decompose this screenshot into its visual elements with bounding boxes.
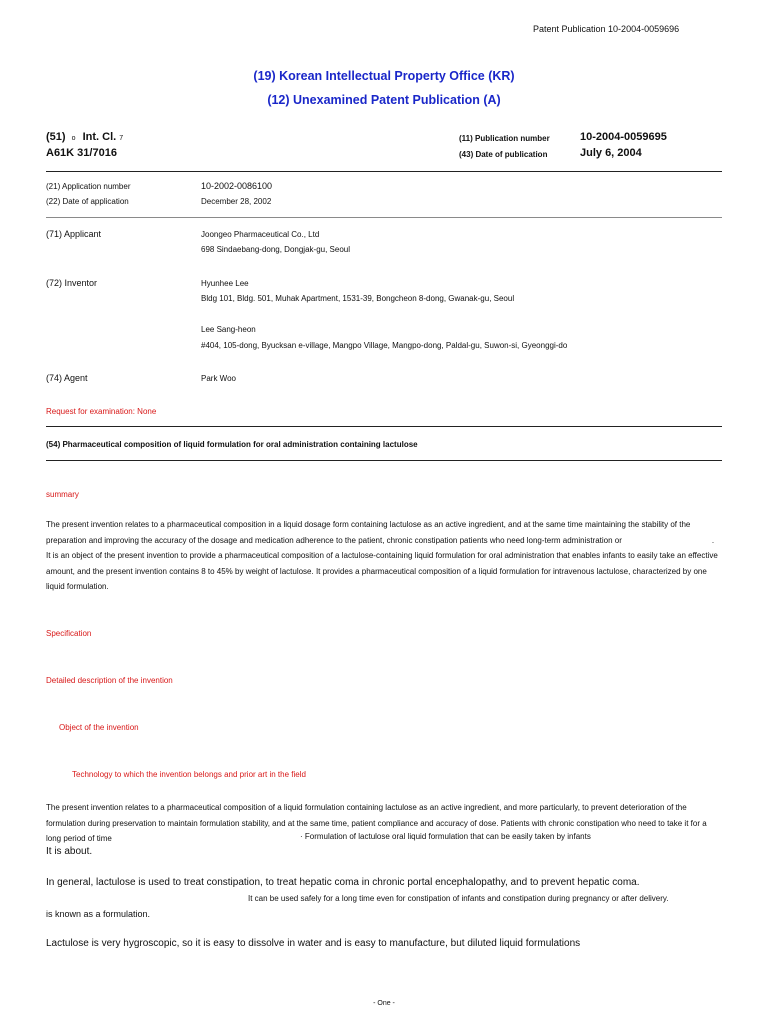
applicant-label: (71) Applicant	[46, 229, 102, 239]
applicant-address: 698 Sindaebang-dong, Dongjak-gu, Seoul	[201, 245, 351, 254]
agent-label: (74) Agent	[46, 373, 88, 383]
publication-number-value: 10-2004-0059695	[580, 131, 667, 143]
divider-2	[46, 217, 722, 218]
agent-name: Park Woo	[201, 374, 236, 383]
body-paragraph-1-tail: · Formulation of lactulose oral liquid formulation that can be easily taken by infants	[300, 832, 591, 841]
divider-1	[46, 171, 722, 172]
publication-date-label: (43) Date of publication	[459, 150, 548, 159]
body-paragraph-2: In general, lactulose is used to treat constipation, to treat hepatic coma in chronic portal encephalopathy, and to prevent hepatic coma.	[46, 877, 640, 888]
summary-paragraph-1-end: .	[711, 535, 715, 545]
publication-type: (12) Unexamined Patent Publication (A)	[267, 93, 501, 107]
int-cl-line	[46, 131, 123, 143]
application-date-label: (22) Date of application	[46, 197, 129, 206]
inventor-label: (72) Inventor	[46, 278, 98, 288]
int-cl-sup: 7	[119, 135, 124, 142]
body-known: is known as a formulation.	[46, 909, 151, 919]
body-paragraph-2-tail: It can be used safely for a long time even for constipation of infants and constipation during pregnancy or after delivery.	[248, 894, 669, 903]
body-paragraph-1: The present invention relates to a pharmaceutical composition of a liquid formulation containing lactulose as an active ingredient, and more particularly, to prevent deterioration of the formulation during preservation to maintain formulation stability, and at the same time, patient compliance and accuracy of dose. Patients with chronic constipation who need to take it for a long period of time	[46, 803, 707, 843]
office-title: (19) Korean Intellectual Property Office (KR)	[253, 69, 515, 83]
request-for-examination: Request for examination: None	[46, 407, 157, 416]
detailed-description-heading: Detailed description of the invention	[46, 676, 173, 685]
object-heading: Object of the invention	[59, 723, 139, 732]
int-cl-text: Int. Cl.	[82, 131, 117, 143]
body-about: It is about.	[46, 846, 93, 857]
inventor-2-name: Lee Sang-heon	[201, 325, 256, 334]
summary-paragraph-1	[46, 517, 722, 548]
page-header: Patent Publication 10-2004-0059696	[533, 24, 680, 34]
application-number-value: 10-2002-0086100	[201, 181, 273, 191]
inventor-1-name: Hyunhee Lee	[201, 279, 249, 288]
application-date-value: December 28, 2002	[201, 197, 272, 206]
summary-paragraph-1-text: The present invention relates to a pharmaceutical composition in a liquid dosage form containing lactulose as an active ingredient, and at the same time maintaining the stability of the preparation and improving the accuracy of the dosage and medication adherence to the patient, chronic constipation patients who need long-term administration or	[46, 520, 691, 545]
publication-date-value: July 6, 2004	[580, 147, 642, 159]
divider-3	[46, 426, 722, 427]
invention-title: (54) Pharmaceutical composition of liquid formulation for oral administration containing lactulose	[46, 440, 418, 449]
publication-number-label: (11) Publication number	[459, 134, 550, 143]
inventor-1-address: Bldg 101, Bldg. 501, Muhak Apartment, 1531-39, Bongcheon 8-dong, Gwanak-gu, Seoul	[201, 294, 515, 303]
summary-heading: summary	[46, 490, 79, 499]
int-cl-code: A61K 31/7016	[46, 147, 117, 159]
specification-heading: Specification	[46, 629, 92, 638]
int-cl-label: (51)	[46, 131, 66, 143]
applicant-name: Joongeo Pharmaceutical Co., Ltd	[201, 230, 320, 239]
body-paragraph-3: Lactulose is very hygroscopic, so it is easy to dissolve in water and is easy to manufacture, but diluted liquid formulations	[46, 938, 581, 949]
inventor-2-address: #404, 105-dong, Byucksan e-village, Mangpo Village, Mangpo-dong, Paldal-gu, Suwon-si, Gyeonggi-do	[201, 341, 568, 350]
int-cl-marker: o	[71, 135, 76, 142]
divider-4	[46, 460, 722, 461]
summary-paragraph-2: It is an object of the present invention to provide a pharmaceutical composition of a lactulose-containing liquid formulation for oral administration that enables infants to easily take an effective amount, and the present invention contains 8 to 45% by weight of lactulose. It provides a pharmaceutical composition of a liquid formulation for intravenous lactulose, characterized by one liquid formulation.	[46, 551, 718, 591]
page-footer: - One -	[373, 1000, 395, 1007]
application-number-label: (21) Application number	[46, 182, 131, 191]
technology-heading: Technology to which the invention belongs and prior art in the field	[72, 770, 306, 779]
